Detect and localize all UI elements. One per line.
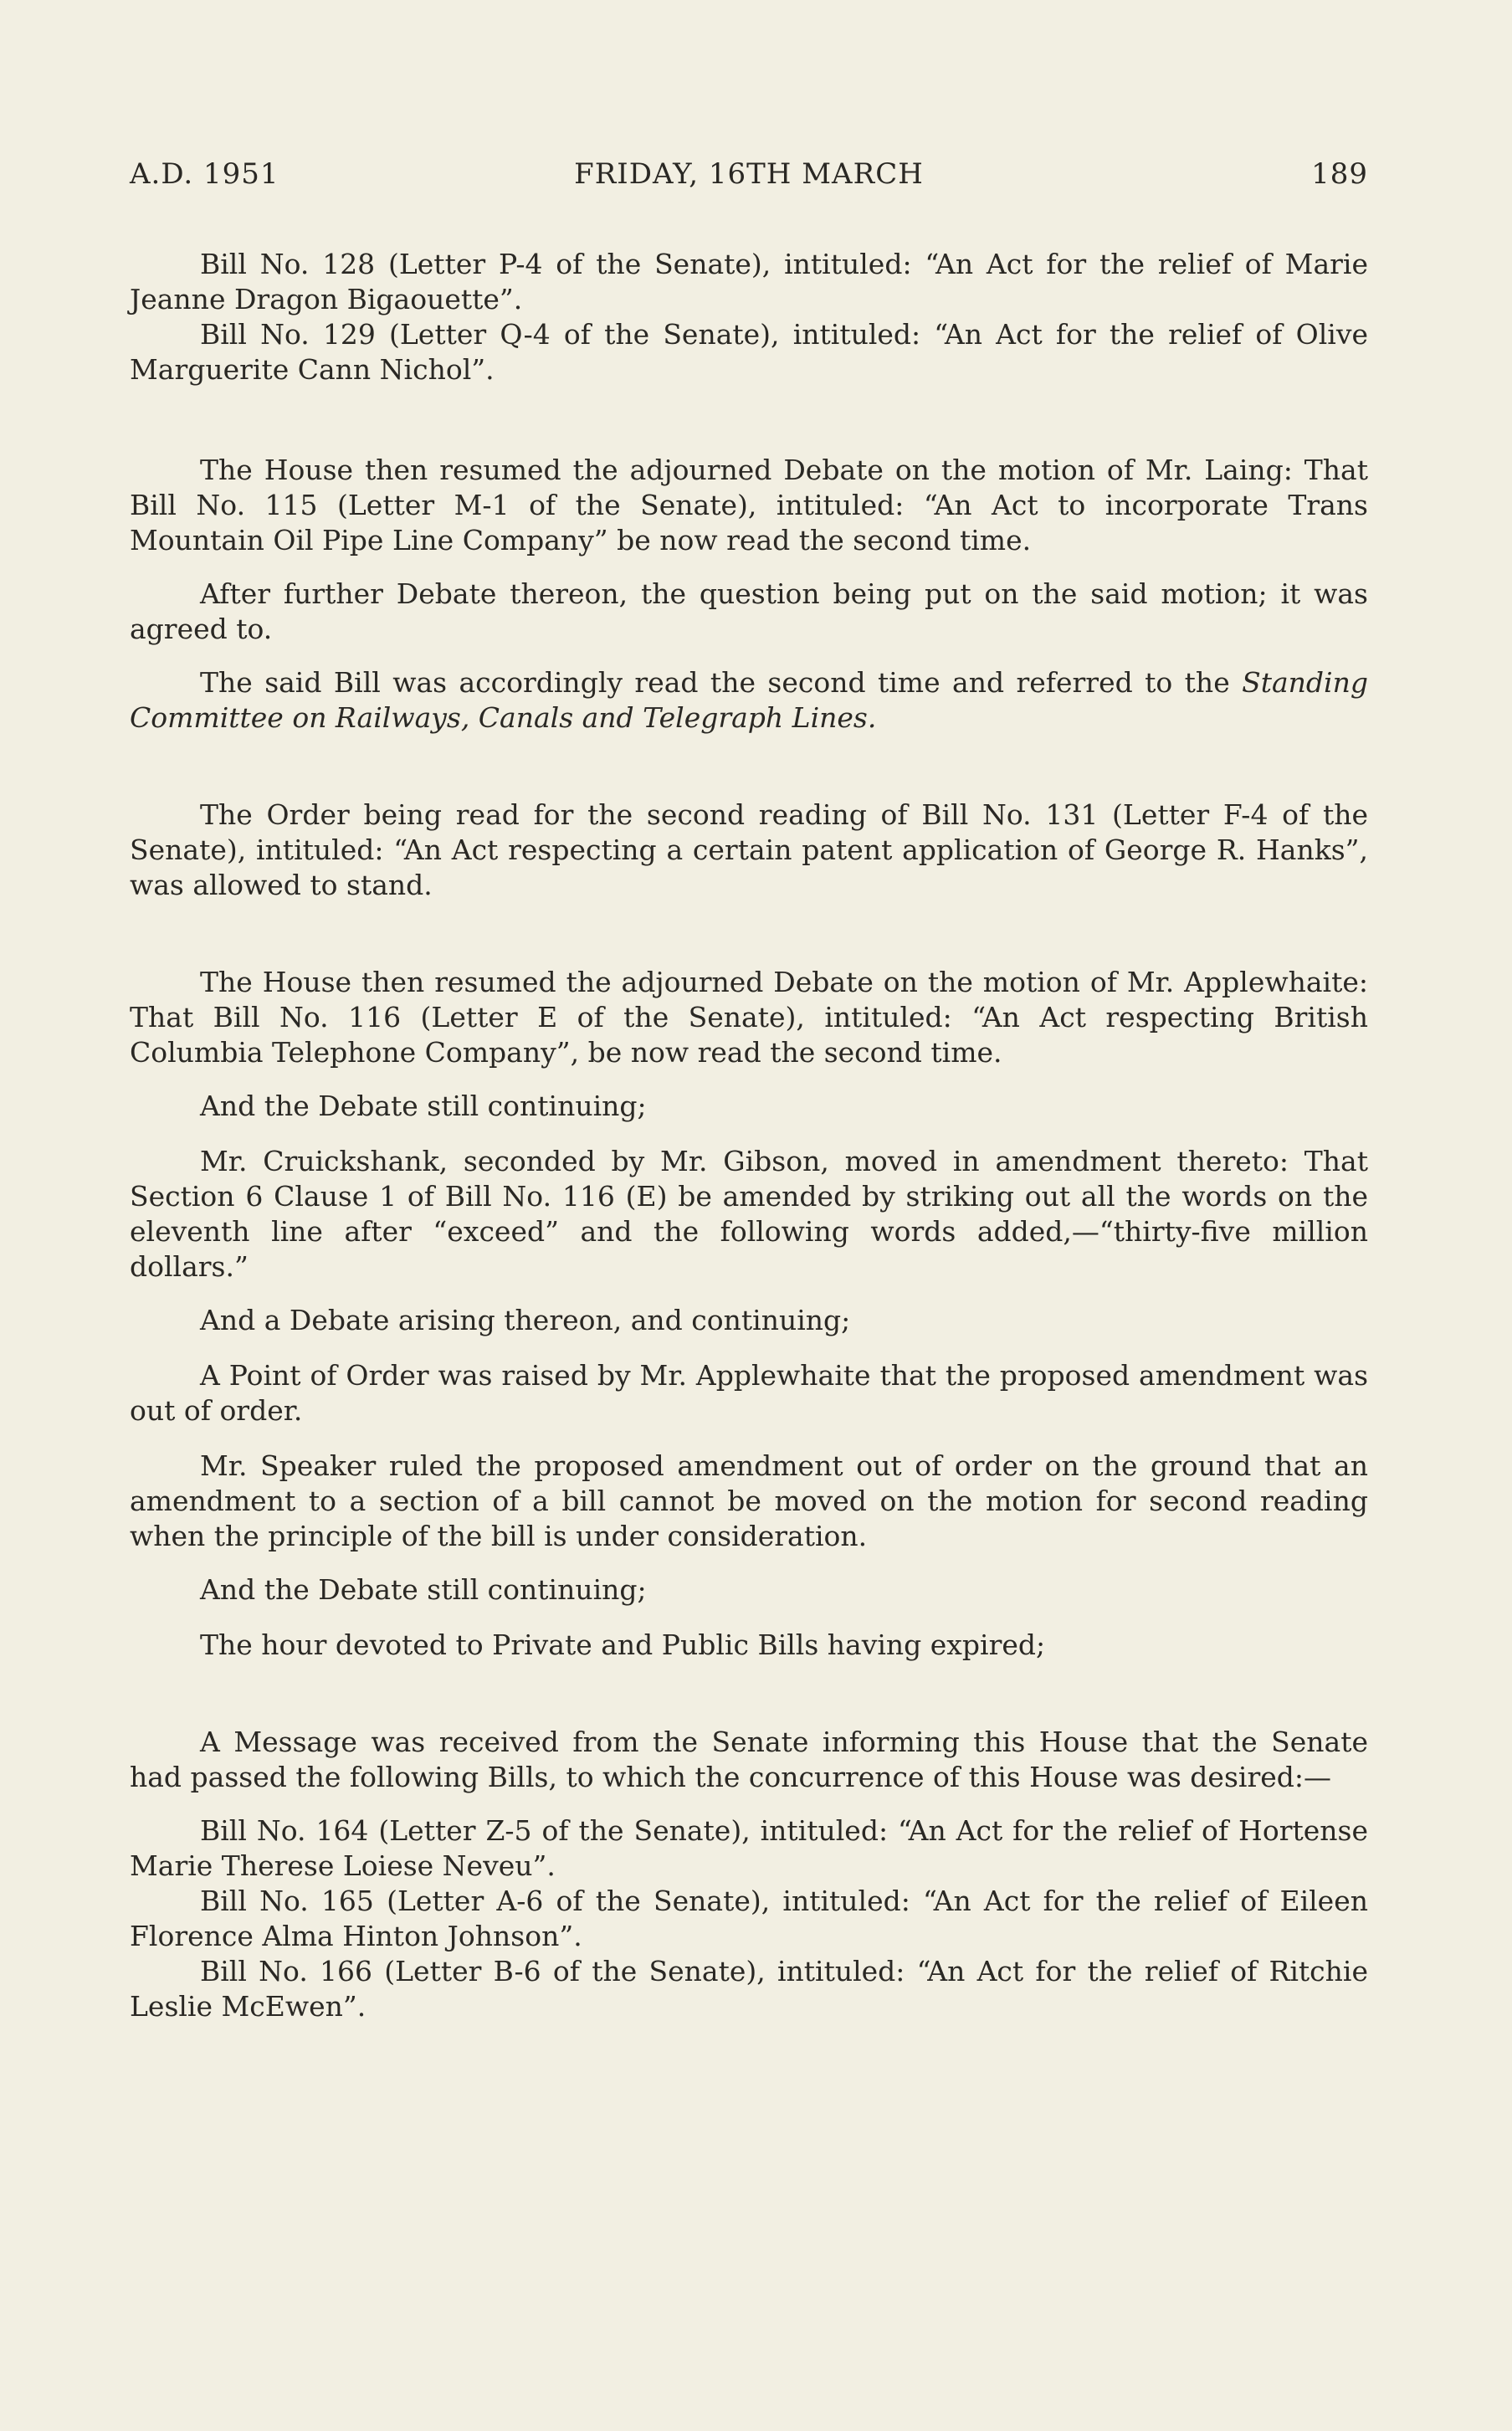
debate-bill-115-paragraph: The House then resumed the adjourned Debate on the motion of Mr. Laing: That Bill No. 115 (Letter M-1 of the Senate), intituled: “An Act to incorporate Trans Mountain Oil Pipe Line Company” be now read the second time. (130, 454, 1368, 556)
referral-text: The said Bill was accordingly read the second time and referred to the (200, 666, 1230, 699)
bill-128-paragraph: Bill No. 128 (Letter P-4 of the Senate), intituled: “An Act for the relief of Marie Jeanne Dragon Bigaouette”. (130, 248, 1368, 315)
hour-expired-paragraph: The hour devoted to Private and Public Bills having expired; (200, 1628, 1046, 1661)
further-debate-paragraph: After further Debate thereon, the question being put on the said motion; it was agreed to. (130, 577, 1368, 645)
bill-129-paragraph: Bill No. 129 (Letter Q-4 of the Senate), intituled: “An Act for the relief of Olive Marguerite Cann Nichol”. (130, 318, 1368, 386)
order-bill-131-paragraph: The Order being read for the second reading of Bill No. 131 (Letter F-4 of the Senate), intituled: “An Act respecting a certain patent application of George R. Hanks”, was allowed to stand. (130, 798, 1368, 901)
debate-still-continuing-paragraph: And the Debate still continuing; (200, 1573, 647, 1606)
debate-arising-paragraph: And a Debate arising thereon, and continuing; (200, 1304, 851, 1336)
point-of-order-paragraph: A Point of Order was raised by Mr. Applewhaite that the proposed amendment was out of order. (130, 1359, 1368, 1427)
debate-continuing-paragraph: And the Debate still continuing; (200, 1090, 647, 1122)
bill-165-paragraph: Bill No. 165 (Letter A-6 of the Senate), intituled: “An Act for the relief of Eileen Florence Alma Hinton Johnson”. (130, 1885, 1368, 1952)
committee-name: Standing Committee on Railways, Canals and Telegraph Lines. (130, 666, 1368, 734)
senate-message-paragraph: A Message was received from the Senate informing this House that the Senate had passed the following Bills, to which the concurrence of this House was desired:— (130, 1726, 1368, 1793)
bill-166-paragraph: Bill No. 166 (Letter B-6 of the Senate), intituled: “An Act for the relief of Ritchie Leslie McEwen”. (130, 1955, 1368, 2023)
debate-bill-116-paragraph: The House then resumed the adjourned Debate on the motion of Mr. Applewhaite: That Bill No. 116 (Letter E of the Senate), intituled: “An Act respecting British Columbia Telephone Company”, be now read the second time. (130, 966, 1368, 1069)
page-body (130, 247, 1368, 2024)
page-header (130, 153, 1368, 195)
header-date: FRIDAY, 16TH MARCH (574, 157, 924, 191)
second-reading-referral-paragraph (130, 665, 1368, 736)
bill-164-paragraph: Bill No. 164 (Letter Z-5 of the Senate), intituled: “An Act for the relief of Hortense Marie Therese Loiese Neveu”. (130, 1814, 1368, 1882)
speaker-ruling-paragraph: Mr. Speaker ruled the proposed amendment out of order on the ground that an amendment to a section of a bill cannot be moved on the motion for second reading when the principle of the bill is under consideration. (130, 1449, 1368, 1552)
page-number: 189 (1311, 157, 1368, 191)
header-year: A.D. 1951 (130, 157, 279, 191)
amendment-motion-paragraph: Mr. Cruickshank, seconded by Mr. Gibson, moved in amendment thereto: That Section 6 Clause 1 of Bill No. 116 (E) be amended by striking out all the words on the eleventh line after “exceed” and the following words added,—“thirty-five million dollars.” (130, 1145, 1368, 1283)
